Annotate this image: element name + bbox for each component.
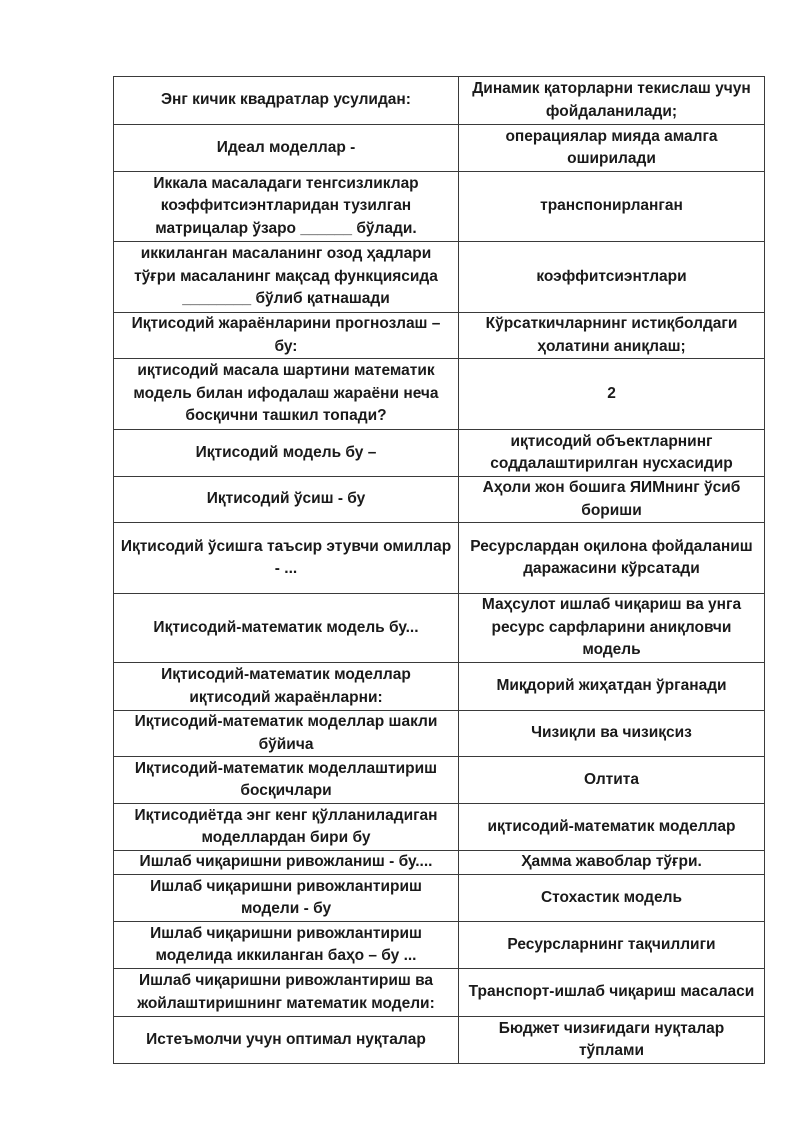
question-cell: Ишлаб чиқаришни ривожлантириш моделида иккиланган баҳо – бу ... <box>114 922 459 969</box>
table-row <box>114 594 765 663</box>
table-row <box>114 242 765 313</box>
answer-cell: 2 <box>459 359 765 430</box>
table-row <box>114 77 765 125</box>
question-cell: Иқтисодий-математик моделлаштириш босқичлари <box>114 757 459 804</box>
question-cell: Ишлаб чиқаришни ривожлантириш ва жойлаштиришнинг математик модели: <box>114 969 459 1017</box>
table-row <box>114 125 765 172</box>
answer-cell: Чизиқли ва чизиқсиз <box>459 711 765 757</box>
answer-cell: Транспорт-ишлаб чиқариш масаласи <box>459 969 765 1017</box>
question-cell: Иқтисодий-математик моделлар шакли бўйича <box>114 711 459 757</box>
answer-cell: коэффитсиэнтлари <box>459 242 765 313</box>
question-cell: Иқтисодий-математик модель бу... <box>114 594 459 663</box>
question-cell: Идеал моделлар - <box>114 125 459 172</box>
answer-cell: Бюджет чизиғидаги нуқталар тўплами <box>459 1017 765 1064</box>
answer-cell: Миқдорий жиҳатдан ўрганади <box>459 663 765 711</box>
answer-cell: Олтита <box>459 757 765 804</box>
qa-table <box>113 76 765 1064</box>
table-row <box>114 430 765 477</box>
table-row <box>114 172 765 242</box>
table-row <box>114 523 765 594</box>
answer-cell: иқтисодий объектларнинг соддалаштирилган нусхасидир <box>459 430 765 477</box>
answer-cell: Аҳоли жон бошига ЯИМнинг ўсиб бориши <box>459 477 765 523</box>
table-row <box>114 851 765 875</box>
question-cell: иқтисодий масала шартини математик модель билан ифодалаш жараёни неча босқични ташкил топади? <box>114 359 459 430</box>
table-row <box>114 711 765 757</box>
table-row <box>114 757 765 804</box>
table-row <box>114 313 765 359</box>
table-row <box>114 922 765 969</box>
question-cell: Энг кичик квадратлар усулидан: <box>114 77 459 125</box>
answer-cell: Маҳсулот ишлаб чиқариш ва унга ресурс сарфларини аниқловчи модель <box>459 594 765 663</box>
question-cell: Иқтисодий жараёнларини прогнозлаш – бу: <box>114 313 459 359</box>
table-row <box>114 1017 765 1064</box>
answer-cell: Ресурслардан оқилона фойдаланиш даражасини кўрсатади <box>459 523 765 594</box>
question-cell: Ишлаб чиқаришни ривожланиш - бу.... <box>114 851 459 875</box>
answer-cell: Стохастик модель <box>459 875 765 922</box>
answer-cell: Динамик қаторларни текислаш учун фойдаланилади; <box>459 77 765 125</box>
answer-cell: транспонирланган <box>459 172 765 242</box>
table-row <box>114 969 765 1017</box>
table-row <box>114 804 765 851</box>
table-row <box>114 875 765 922</box>
answer-cell: Ресурсларнинг тақчиллиги <box>459 922 765 969</box>
answer-cell: иқтисодий-математик моделлар <box>459 804 765 851</box>
answer-cell: операциялар мияда амалга оширилади <box>459 125 765 172</box>
qa-table-body <box>114 77 765 1064</box>
question-cell: Иқтисодиётда энг кенг қўлланиладиган моделлардан бири бу <box>114 804 459 851</box>
table-row <box>114 359 765 430</box>
table-row <box>114 477 765 523</box>
answer-cell: Кўрсаткичларнинг истиқболдаги ҳолатини аниқлаш; <box>459 313 765 359</box>
question-cell: Ишлаб чиқаришни ривожлантириш модели - бу <box>114 875 459 922</box>
question-cell: Иқтисодий модель бу – <box>114 430 459 477</box>
question-cell: Иқтисодий ўсиш - бу <box>114 477 459 523</box>
question-cell: Истеъмолчи учун оптимал нуқталар <box>114 1017 459 1064</box>
question-cell: Иқтисодий ўсишга таъсир этувчи омиллар - ... <box>114 523 459 594</box>
table-row <box>114 663 765 711</box>
question-cell: Иккала масаладаги тенгсизликлар коэффитсиэнтларидан тузилган матрицалар ўзаро ______ бўлади. <box>114 172 459 242</box>
question-cell: Иқтисодий-математик моделлар иқтисодий жараёнларни: <box>114 663 459 711</box>
question-cell: иккиланган масаланинг озод ҳадлари тўғри масаланинг мақсад функциясида ________ бўлиб қатнашади <box>114 242 459 313</box>
answer-cell: Ҳамма жавоблар тўғри. <box>459 851 765 875</box>
